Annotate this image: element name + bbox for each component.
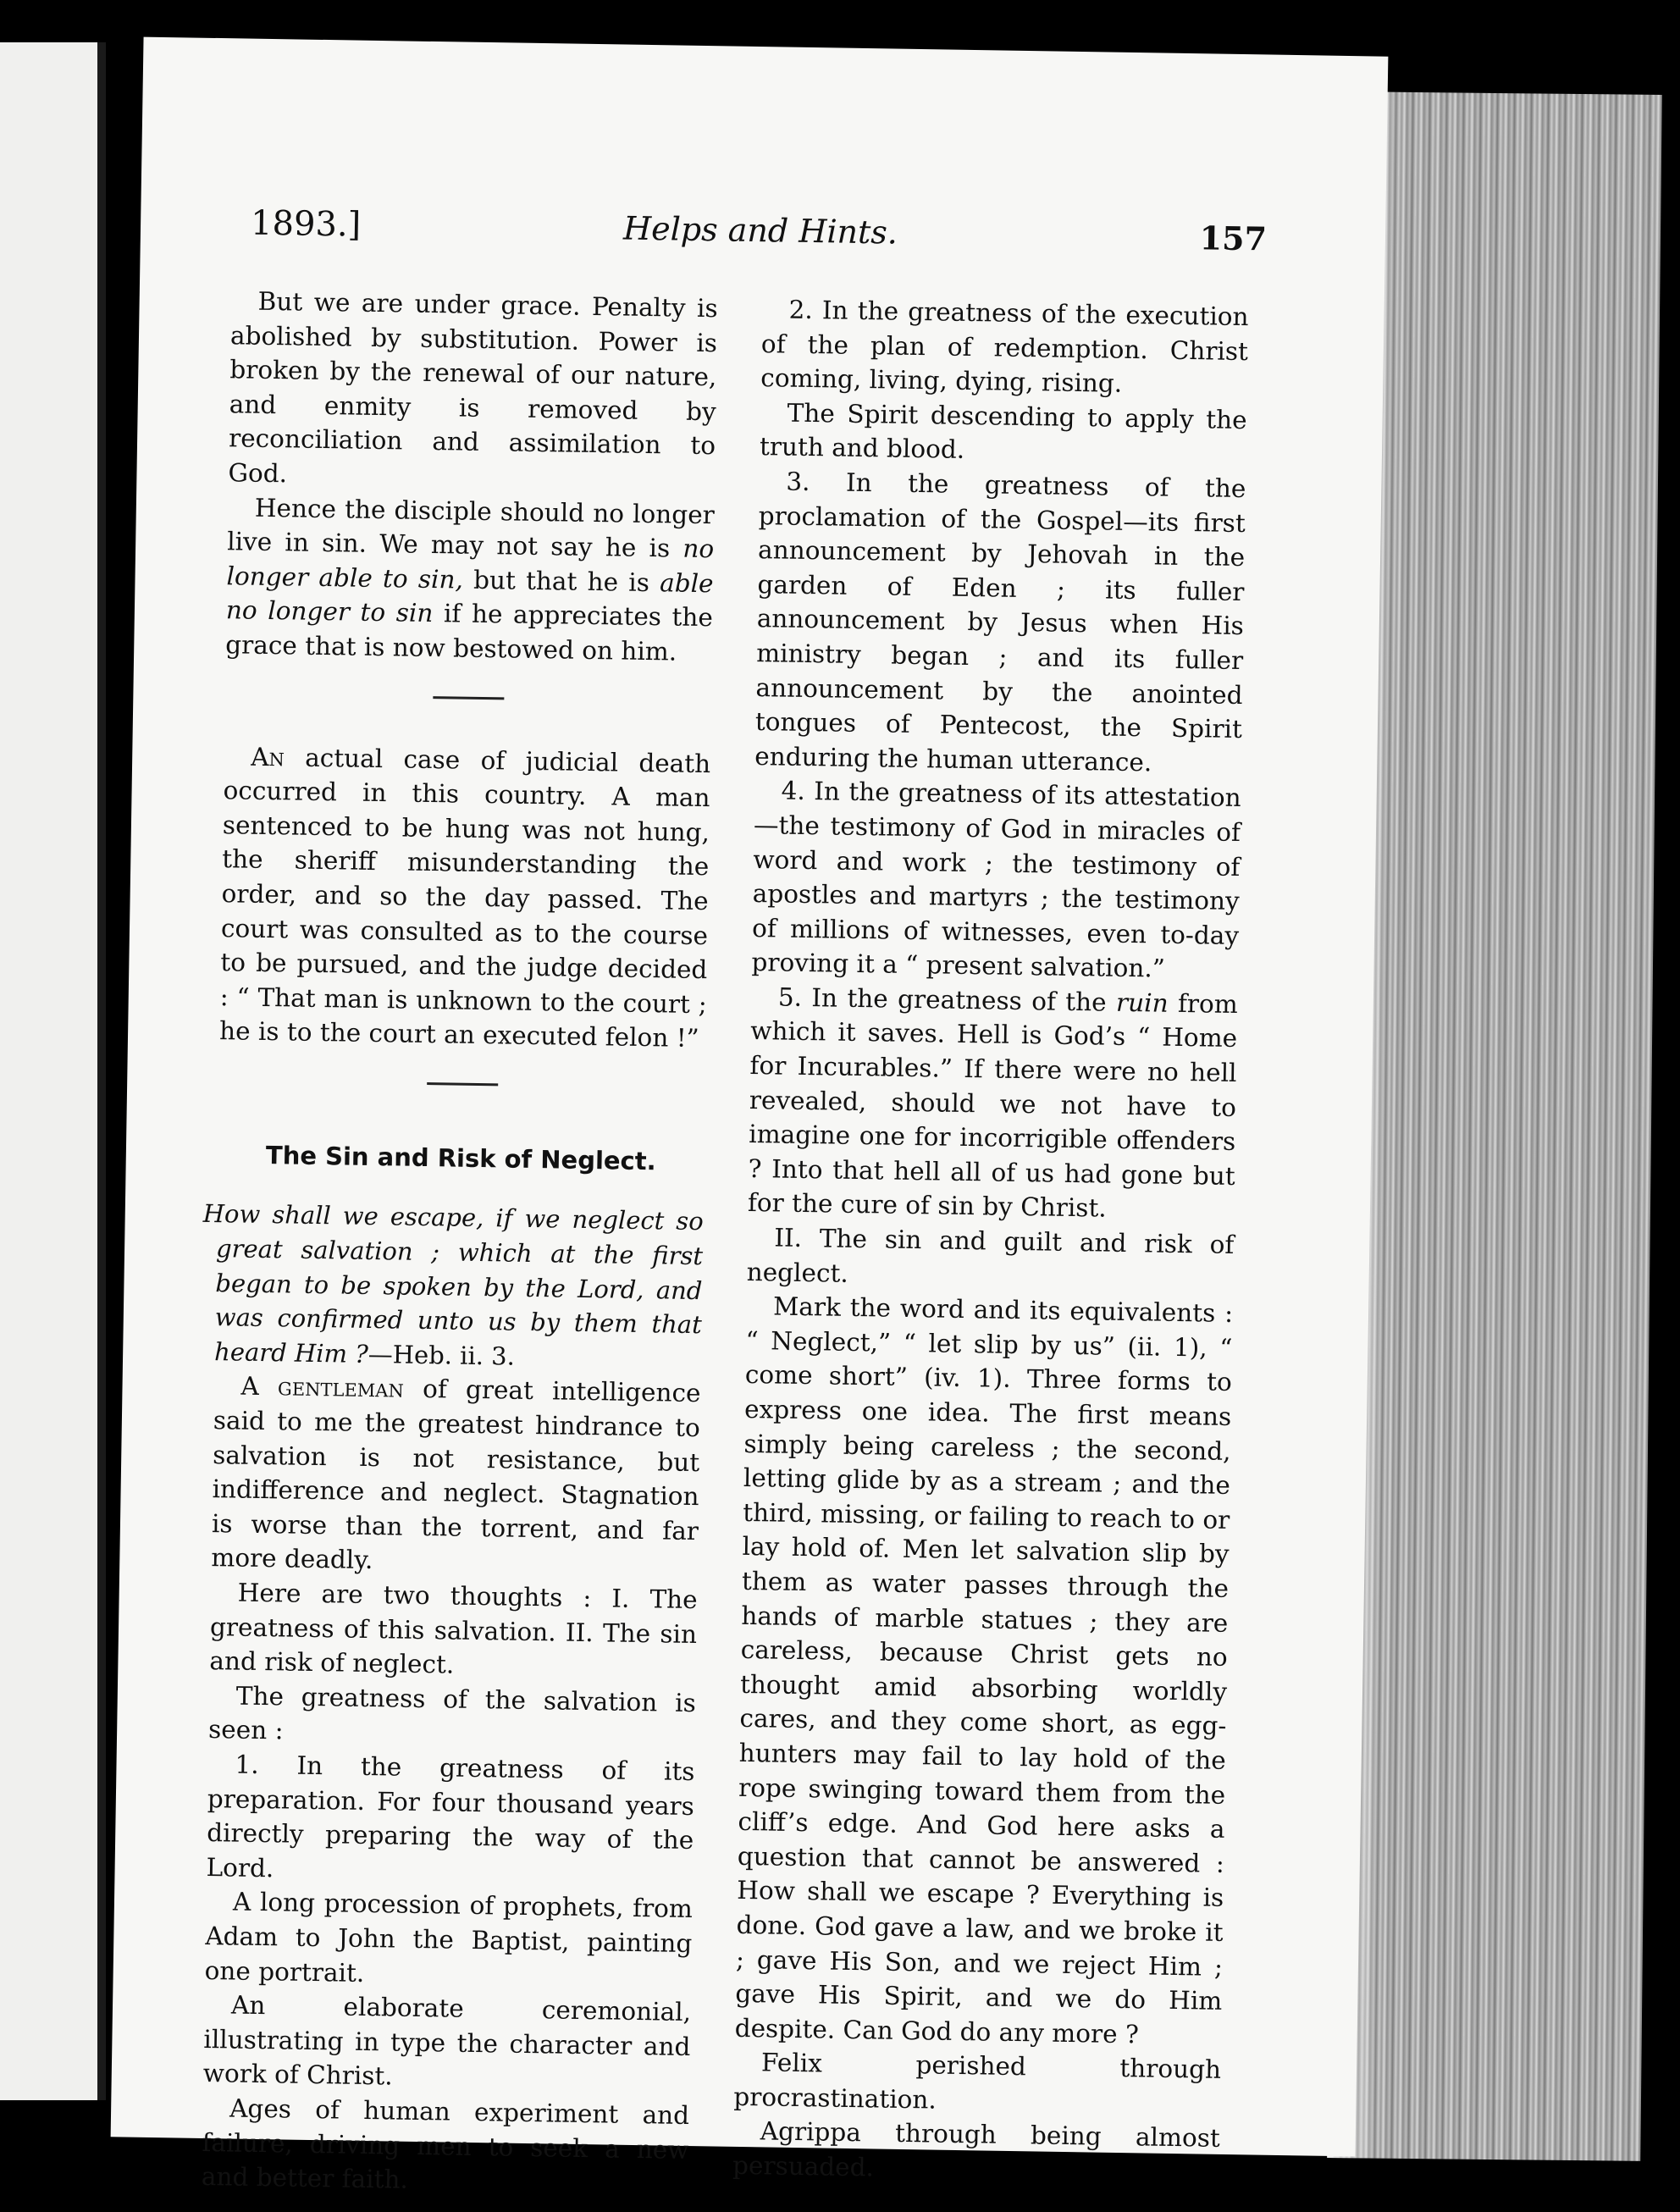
paragraph: Hence the disciple should no longer live in sin. We may not say he is no longer able to sin, but that he is able no longer to sin if he appreciates the grace that is now bestowed on him. bbox=[225, 493, 716, 666]
paragraph: A gentleman of great intelligence said to me the greatest hindrance to salvation is not resistance, but indifference and neglect. Stagnation is worse than the torrent, and far more deadly. bbox=[211, 1372, 701, 1575]
left-column bbox=[202, 284, 718, 2201]
left-page-edge bbox=[0, 42, 106, 2100]
paragraph: Agrippa through being almost persuaded. bbox=[732, 2116, 1221, 2182]
paragraph: 1. In the greatness of its preparation. For four thousand years directly preparing the way of the Lord. bbox=[206, 1750, 695, 1883]
paragraph: Felix perished through procrastination. bbox=[733, 2048, 1222, 2115]
paragraph: A long procession of prophets, from Adam to John the Baptist, painting one portrait. bbox=[204, 1887, 694, 1988]
book-page bbox=[111, 37, 1389, 2194]
page-number: 157 bbox=[1199, 218, 1268, 258]
paragraph: 4. In the greatness of its attestation—the testimony of God in miracles of word and work ; the testimony of apostles and martyrs ; the testimony of millions of witnesses, even to-day proving it a “ present salvation.” bbox=[751, 776, 1241, 983]
paragraph: Here are two thoughts : I. The greatness of this salvation. II. The sin and risk of neglect. bbox=[209, 1578, 698, 1679]
paragraph: 3. In the greatness of the proclamation of the Gospel—its first announcement by Jehovah in the garden of Eden ; its fuller announcement by Jesus when His ministry began ; and its fuller announcement by the anointed tongues of Pentecost, the Spirit enduring the human utterance. bbox=[754, 467, 1246, 777]
paragraph: II. The sin and guilt and risk of neglect. bbox=[746, 1223, 1235, 1288]
running-title: Helps and Hints. bbox=[622, 209, 898, 252]
paragraph: But we are under grace. Penalty is abolished by substitution. Power is broken by the renewal of our nature, and enmity is removed by reconciliation and assimilation to God. bbox=[228, 286, 718, 489]
paragraph: The greatness of the salvation is seen : bbox=[207, 1681, 697, 1745]
paragraph: An actual case of judicial death occurred in this country. A man sentenced to be hung was not hung, the sheriff misunderstanding the order, and so the day passed. The court was consulted as to the course to be pursued, and the judge decided : “ That man is unknown to the court ; he is to the court an executed felon !” bbox=[218, 742, 711, 1053]
section-heading: The Sin and Risk of Neglect. bbox=[265, 1140, 656, 1176]
section-divider bbox=[433, 696, 504, 700]
running-header bbox=[251, 204, 1268, 271]
section-divider bbox=[427, 1082, 498, 1086]
paragraph: Mark the word and its equivalents : “ Neglect,” “ let slip by us” (ii. 1), “ come short” (iv. 1). Three forms to express one idea. The first means simply being careless ; the second, letting glide by as a stream ; and the third, missing, or failing to reach to or lay hold of. Men let salvation slip by them as water passes through the hands of marble statues ; they are careless, because Christ gets no thought amid absorbing worldly cares, and they come short, as egg-hunters may fail to lay hold of the rope swinging toward them from the cliff’s edge. And God here asks a question that cannot be answered : How shall we escape ? Everything is done. God gave a law, and we broke it ; gave His Son, and we reject Him ; gave His Spirit, and we do Him despite. Can God do any more ? bbox=[734, 1291, 1234, 2049]
paragraph: The Spirit descending to apply the truth and blood. bbox=[759, 398, 1247, 465]
paragraph: An elaborate ceremonial, illustrating in type the character and work of Christ. bbox=[202, 1990, 692, 2091]
paragraph: Ages of human experiment and failure, driving men to seek a new and better faith. bbox=[201, 2093, 690, 2194]
header-year: 1893.] bbox=[250, 203, 362, 245]
paragraph: 5. In the greatness of the ruin from which it saves. Hell is God’s “ Home for Incurables.” If there were no hell revealed, should we not have to imagine one for incorrigible offenders ? Into that hell all of us had gone but for the cure of sin by Christ. bbox=[747, 982, 1239, 1224]
right-column bbox=[732, 292, 1249, 2190]
paragraph: 2. In the greatness of the execution of the plan of redemption. Christ coming, living, dying, rising. bbox=[760, 295, 1249, 398]
scripture-text: How shall we escape, if we neglect so great salvation ; which at the first began to be spoken by the Lord, and was confirmed unto us by them that heard Him ?—Heb. ii. 3. bbox=[202, 1199, 704, 1371]
